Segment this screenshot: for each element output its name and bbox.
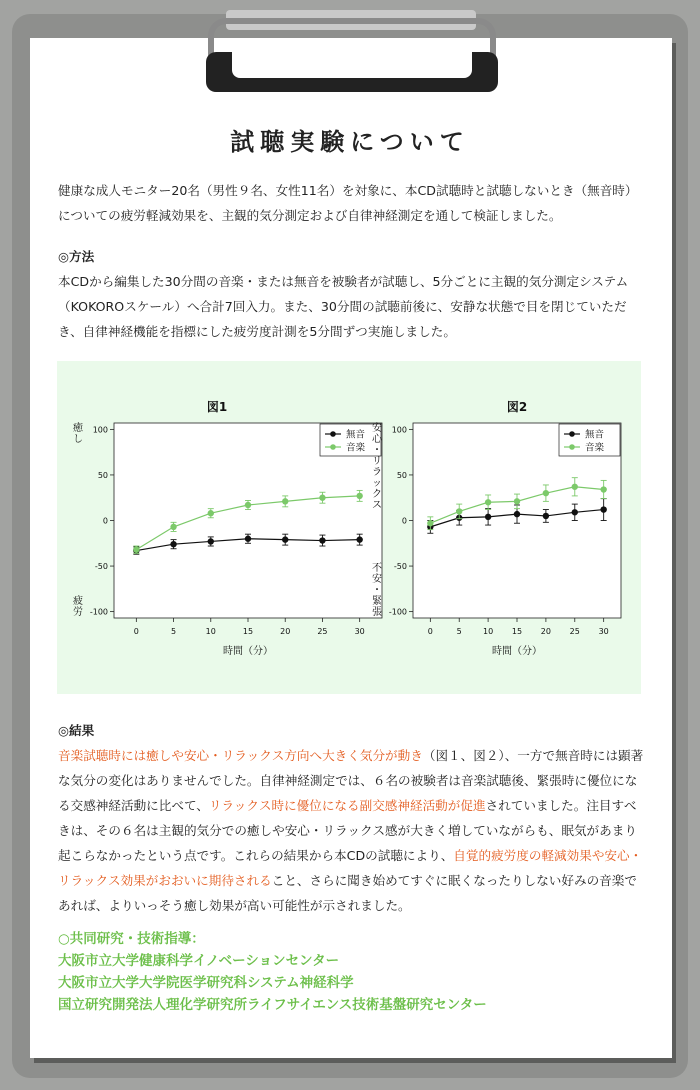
y-label-top: し <box>73 434 83 445</box>
y-tick-label: -50 <box>94 562 108 572</box>
data-point <box>600 506 606 512</box>
y-label-bottom: 労 <box>73 607 83 618</box>
y-tick-label: 100 <box>391 425 407 435</box>
y-label-top: ス <box>372 500 382 511</box>
x-tick-label: 20 <box>280 627 291 636</box>
x-tick-label: 0 <box>427 627 433 636</box>
x-tick-label: 20 <box>540 627 551 636</box>
y-tick-label: -100 <box>388 607 407 617</box>
legend-marker <box>330 444 336 450</box>
x-tick-label: 25 <box>317 627 328 636</box>
y-label-top: 安 <box>372 423 382 434</box>
data-point <box>208 510 214 516</box>
results-body <box>58 743 648 918</box>
data-point <box>170 524 176 530</box>
data-point <box>356 536 362 542</box>
collab-line: 大阪市立大学大学院医学研究科システム神経科学 <box>58 975 354 991</box>
legend-label: 音楽 <box>346 442 366 454</box>
data-point <box>427 520 433 526</box>
collaboration-section <box>58 928 487 1016</box>
y-tick-label: 50 <box>396 470 407 480</box>
x-tick-label: 5 <box>456 627 462 636</box>
data-point <box>170 541 176 547</box>
results-section <box>58 718 648 918</box>
chart-panel <box>57 361 641 694</box>
data-point <box>319 537 325 543</box>
y-tick-label: 50 <box>97 470 108 480</box>
data-point <box>514 498 520 504</box>
data-point <box>572 509 578 515</box>
legend-label: 音楽 <box>585 442 605 454</box>
legend-marker <box>569 444 575 450</box>
y-label-bottom: ・ <box>372 585 382 596</box>
data-point <box>133 546 139 552</box>
legend-label: 無音 <box>585 429 605 441</box>
x-axis-label: 時間（分） <box>223 646 273 657</box>
method-body: 本CDから編集した30分間の音楽・または無音を被験者が試聴し、5分ごとに主観的気分測定システム（KOKOROスケール）へ合計7回入力。また、30分間の試聴前後に、安静な状態で目を閉じていただき、自律神経機能を指標にした疲労度計測を5分間ずつ実施しました。 <box>58 274 629 339</box>
data-point <box>319 495 325 501</box>
y-label-top: リ <box>372 456 382 467</box>
legend-marker <box>330 431 336 437</box>
data-point <box>543 490 549 496</box>
figure-1 <box>73 399 382 657</box>
y-label-bottom: 緊 <box>372 596 382 607</box>
y-tick-label: 0 <box>102 516 108 526</box>
x-tick-label: 30 <box>354 627 365 636</box>
collab-line: 国立研究開発法人理化学研究所ライフサイエンス技術基盤研究センター <box>58 997 487 1013</box>
data-point <box>282 536 288 542</box>
x-tick-label: 5 <box>171 627 177 636</box>
intro-paragraph: 健康な成人モニター20名（男性９名、女性11名）を対象に、本CD試聴時と試聴しないとき（無音時）についての疲労軽減効果を、主観的気分測定および自律神経測定を通して検証しました。 <box>58 183 638 223</box>
x-tick-label: 15 <box>242 627 254 636</box>
figure-2 <box>372 399 621 657</box>
y-label-top: ッ <box>372 478 382 489</box>
results-heading: ◎結果 <box>58 723 95 738</box>
y-tick-label: 100 <box>92 425 108 435</box>
y-label-top: 癒 <box>73 423 83 434</box>
data-point <box>600 486 606 492</box>
y-label-bottom: 安 <box>372 574 382 585</box>
results-highlight: 音楽試聴時には癒しや安心・リラックス方向へ大きく気分が動き <box>58 748 423 763</box>
data-point <box>456 508 462 514</box>
data-point <box>282 498 288 504</box>
chart-title: 図2 <box>506 400 528 414</box>
data-point <box>245 536 251 542</box>
y-label-top: ラ <box>372 467 382 478</box>
data-point <box>514 511 520 517</box>
y-tick-label: -50 <box>393 562 407 572</box>
x-tick-label: 10 <box>205 627 216 636</box>
method-heading: ◎方法 <box>58 249 95 264</box>
results-text: されていました。注目すべきは、その６名は主観的気分での癒しや安心・リラックス感が大きく増していながらも、眠気があまり起こらなかったという点です。これらの結果から本CDの試聴により、 <box>58 798 637 863</box>
data-point <box>485 499 491 505</box>
chart-title: 図1 <box>206 400 228 414</box>
x-axis-label: 時間（分） <box>492 646 542 657</box>
collab-line: 大阪市立大学健康科学イノベーションセンター <box>58 953 340 969</box>
data-point <box>208 538 214 544</box>
y-label-bottom: 疲 <box>73 596 83 607</box>
x-tick-label: 0 <box>133 627 139 636</box>
x-tick-label: 25 <box>569 627 580 636</box>
data-point <box>356 493 362 499</box>
clip-bar-notch <box>232 52 472 78</box>
y-label-top: 心 <box>372 434 382 445</box>
results-highlight: 自覚的疲労度の軽減効果や安心・リラックス効果がおおいに期待される <box>58 848 643 888</box>
method-section <box>58 244 648 344</box>
results-text: こと、さらに聞き始めてすぐに眠くなったりしない好みの音楽であれば、よりいっそう癒し効果が高い可能性が示されました。 <box>58 873 637 913</box>
y-label-top: ク <box>372 489 382 500</box>
page-title: 試聴実験について <box>230 128 470 156</box>
data-point <box>543 513 549 519</box>
y-label-top: ・ <box>372 445 382 456</box>
y-tick-label: -100 <box>89 607 108 617</box>
x-tick-label: 10 <box>483 627 494 636</box>
data-point <box>485 514 491 520</box>
x-tick-label: 30 <box>598 627 609 636</box>
y-label-bottom: 張 <box>372 607 382 618</box>
y-label-bottom: 不 <box>372 563 382 574</box>
charts-svg <box>57 361 641 694</box>
y-tick-label: 0 <box>401 516 407 526</box>
data-point <box>572 484 578 490</box>
legend-label: 無音 <box>346 429 366 441</box>
collab-heading: ○共同研究・技術指導： <box>58 931 205 947</box>
x-tick-label: 15 <box>511 627 523 636</box>
data-point <box>245 502 251 508</box>
legend-marker <box>569 431 575 437</box>
results-highlight: リラックス時に優位になる副交感神経活動が促進 <box>208 798 486 813</box>
results-text: （図１、図２）、一方で無音時には顕著な気分の変化はありませんでした。自律神経測定では、６名の被験者は音楽試聴後、緊張時に優位になる交感神経活動に比べて、 <box>58 748 644 813</box>
